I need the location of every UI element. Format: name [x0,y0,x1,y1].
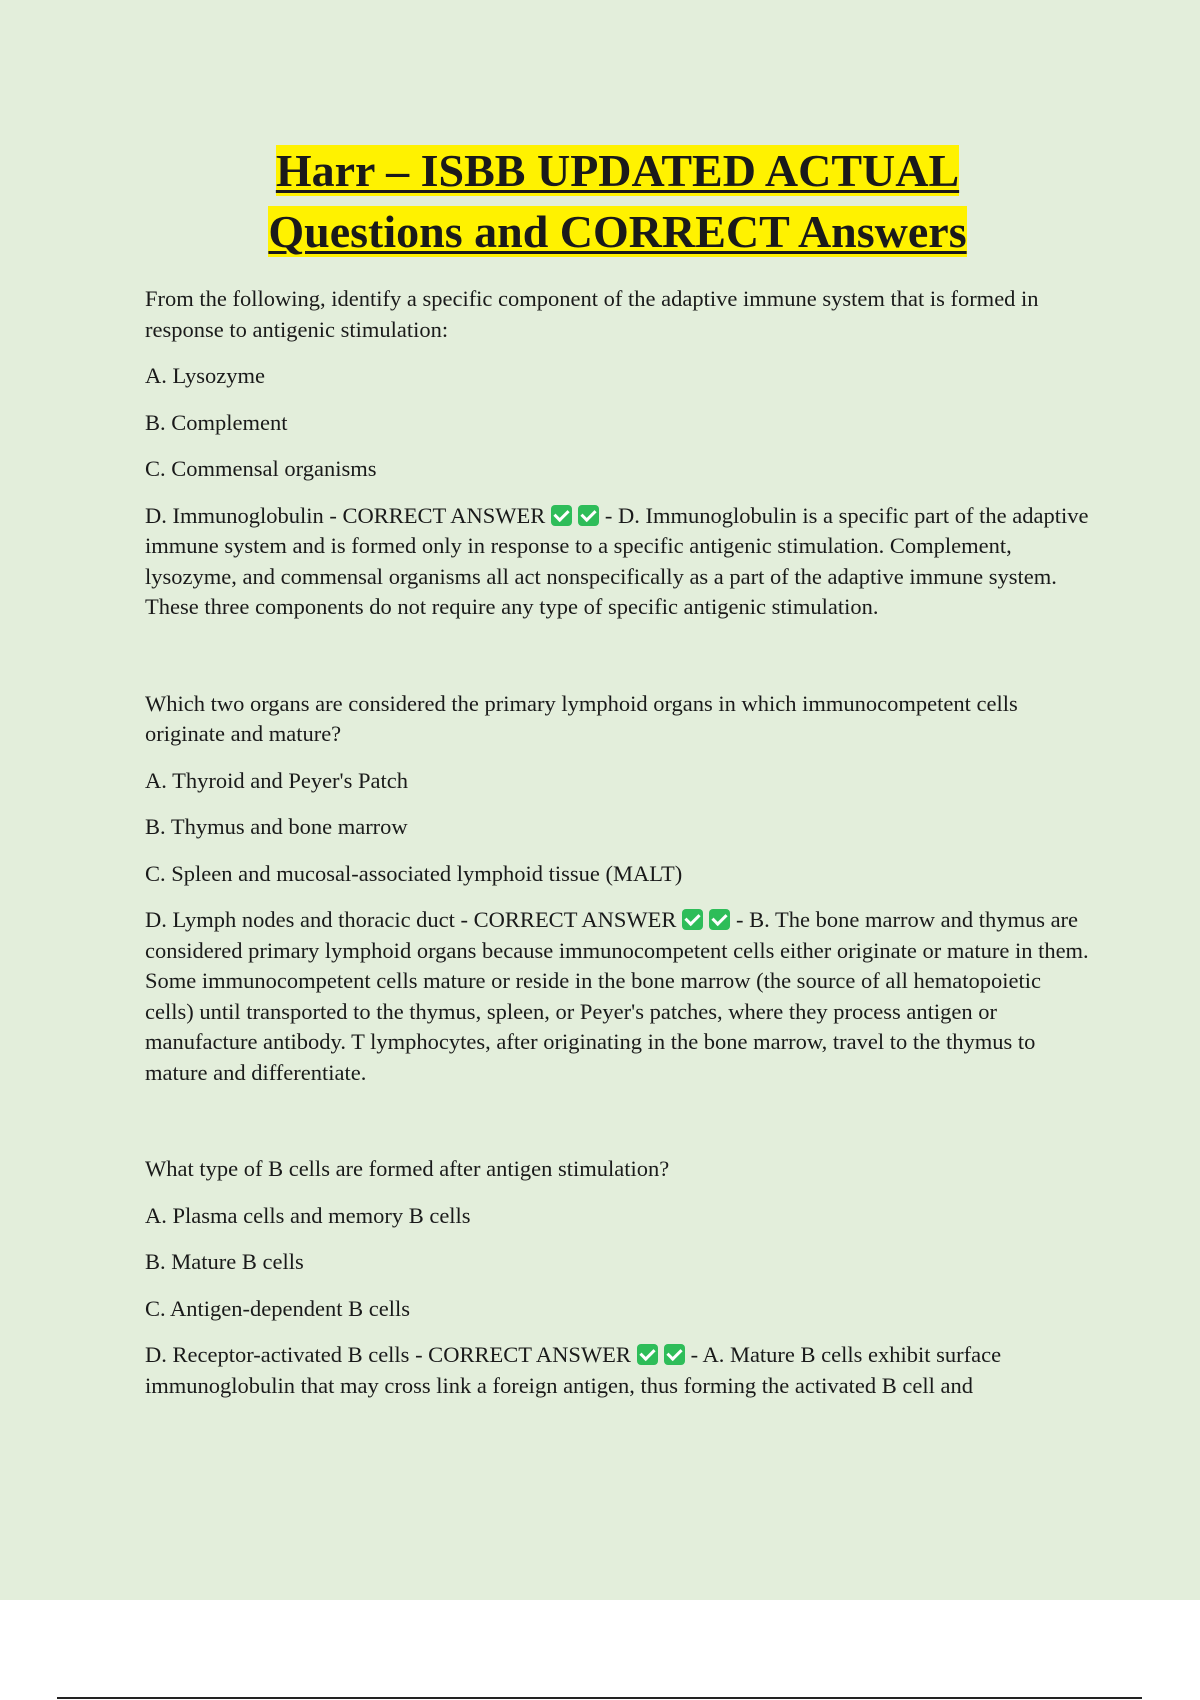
check-icon [551,505,572,526]
document-content [145,140,1090,1467]
question-3 [145,1154,1090,1401]
answer-paragraph [145,1340,1090,1401]
option-a: A. Plasma cells and memory B cells [145,1202,471,1228]
option-c: C. Antigen-dependent B cells [145,1295,410,1321]
document-title [145,140,1090,262]
option-b: B. Mature B cells [145,1249,304,1274]
option-b: B. Thymus and bone marrow [145,814,408,839]
title-line-2: Questions and CORRECT Answers [268,206,967,257]
answer-paragraph [145,501,1090,623]
question-stem: Which two organs are considered the primary lymphoid organs in which immunocompetent cells originate and mature? [145,690,1018,746]
check-icon [709,909,730,930]
check-icon [682,909,703,930]
option-a: A. Thyroid and Peyer's Patch [145,767,408,793]
option-c: C. Spleen and mucosal-associated lymphoid tissue (MALT) [145,860,683,886]
check-icon [578,505,599,526]
option-d-correct-label: D. Immunoglobulin - CORRECT ANSWER [145,502,546,528]
check-icon [637,1344,658,1365]
answer-explanation: - B. The bone marrow and thymus are considered primary lymphoid organs because immunocompetent cells either originate or mature in them. Some immunocompetent cells mature or reside in the bone marrow (the source of all hematopoietic cells) until transported to the thymus, spleen, or Peyer's patches, where they process antigen or manufacture antibody. T lymphocytes, after originating in the bone marrow, travel to the thymus to mature and differentiate. [145,907,1089,1085]
answer-paragraph [145,905,1090,1088]
answer-explanation: - A. Mature B cells exhibit surface immunoglobulin that may cross link a foreign antigen, thus forming the activated B cell and [145,1342,1002,1398]
check-icon [664,1344,685,1365]
question-1 [145,284,1090,623]
page-divider [57,1697,1142,1699]
option-c: C. Commensal organisms [145,456,377,481]
option-d-correct-label: D. Receptor-activated B cells - CORRECT ANSWER [145,1342,631,1367]
answer-explanation: - D. Immunoglobulin is a specific part of the adaptive immune system and is formed only in response to a specific antigenic stimulation. Complement, lysozyme, and commensal organisms all act nonspecifically as a part of the adaptive immune system. These three components do not require any type of specific antigenic stimulation. [145,502,1089,619]
option-b: B. Complement [145,409,288,435]
question-stem: What type of B cells are formed after antigen stimulation? [145,1156,670,1181]
option-a: A. Lysozyme [145,363,265,388]
option-d-correct-label: D. Lymph nodes and thoracic duct - CORRECT ANSWER [145,907,677,932]
question-stem: From the following, identify a specific component of the adaptive immune system that is formed in response to antigenic stimulation: [145,286,1039,342]
question-2 [145,689,1090,1089]
title-line-1: Harr – ISBB UPDATED ACTUAL [275,145,960,196]
